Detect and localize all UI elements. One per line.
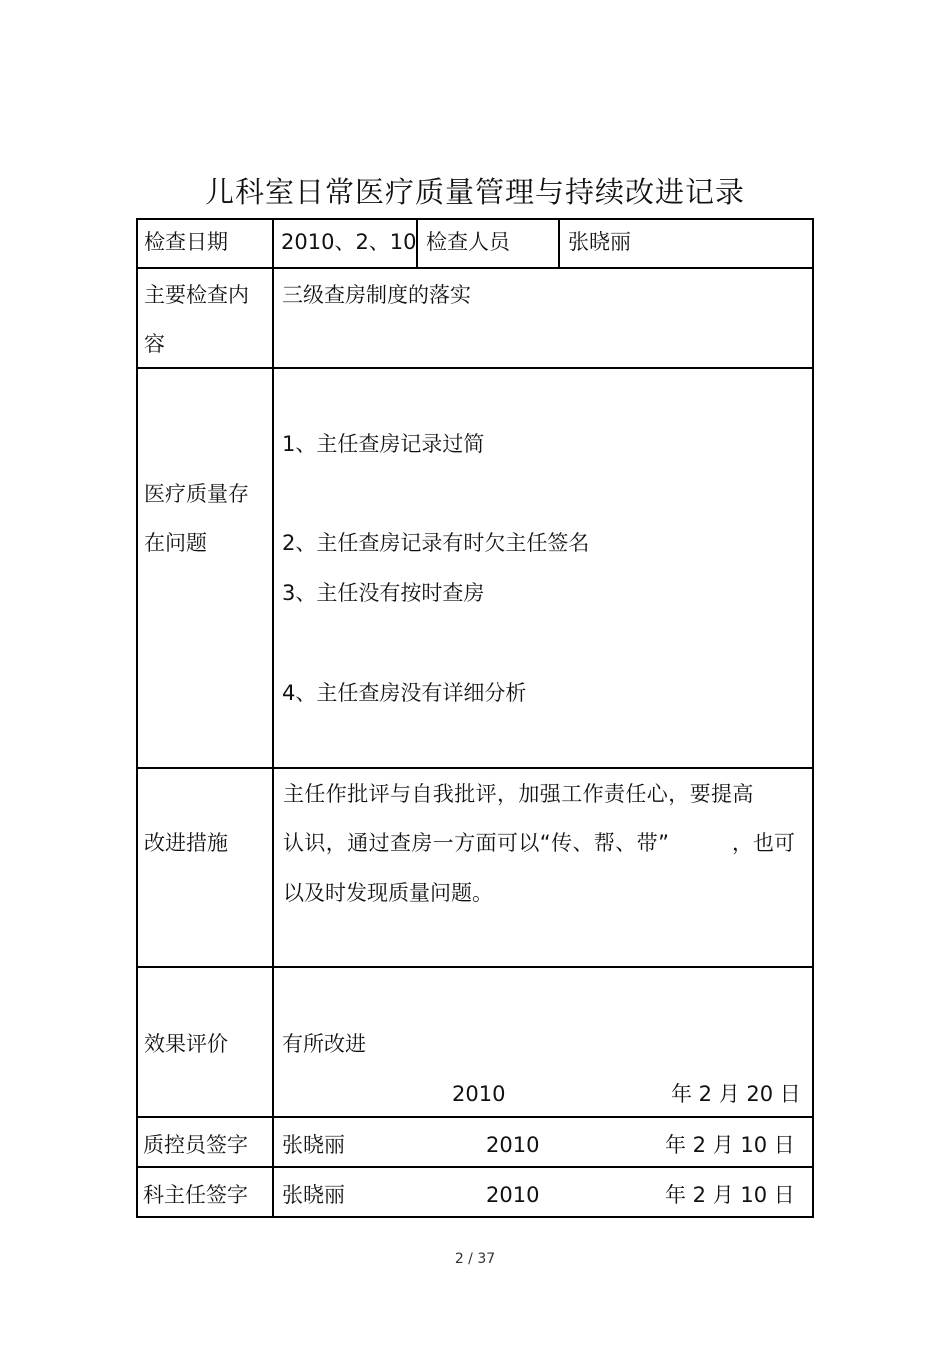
problem-item: 3、主任没有按时查房 <box>282 581 485 605</box>
row-divider <box>136 767 814 769</box>
effect-date-rest: 年 2 月 20 日 <box>671 1082 801 1106</box>
problem-item: 2、主任查房记录有时欠主任签名 <box>282 531 590 555</box>
qc-signature-date-year: 2010 <box>486 1133 540 1157</box>
row-divider <box>136 966 814 968</box>
problems-label-line2: 在问题 <box>144 531 207 555</box>
document-title: 儿科室日常医疗质量管理与持续改进记录 <box>204 175 745 209</box>
effect-value: 有所改进 <box>282 1032 366 1056</box>
qc-signature-date-rest: 年 2 月 10 日 <box>665 1133 795 1157</box>
row-divider <box>136 1116 814 1118</box>
improvement-line2a: 认识，通过查房一方面可以“传、帮、带” <box>283 831 670 855</box>
improvement-line2b: ，也可 <box>732 831 795 855</box>
inspector-value: 张晓丽 <box>568 230 631 254</box>
column-divider <box>558 218 560 268</box>
problem-item: 4、主任查房没有详细分析 <box>282 681 527 705</box>
director-signature-date-rest: 年 2 月 10 日 <box>665 1183 795 1207</box>
row-divider <box>136 367 814 369</box>
improvement-line3: 以及时发现质量问题。 <box>283 881 493 905</box>
problem-item: 1、主任查房记录过简 <box>282 432 485 456</box>
table-border-top <box>136 218 814 220</box>
director-signature-name: 张晓丽 <box>282 1183 345 1207</box>
table-border-bottom <box>136 1216 814 1218</box>
main-content-label-line2: 容 <box>144 332 165 356</box>
page-number: 2 / 37 <box>454 1251 496 1267</box>
improvement-line1: 主任作批评与自我批评，加强工作责任心，要提高 <box>283 782 754 806</box>
main-content-label-line1: 主要检查内 <box>144 283 249 307</box>
row-divider <box>136 267 814 269</box>
inspector-label: 检查人员 <box>426 230 510 254</box>
qc-signature-name: 张晓丽 <box>282 1133 345 1157</box>
director-signature-label: 科主任签字 <box>143 1183 248 1207</box>
improvement-label: 改进措施 <box>144 831 228 855</box>
main-content-value: 三级查房制度的落实 <box>282 283 471 307</box>
table-border-right <box>812 218 814 1218</box>
effect-date-year: 2010 <box>452 1082 506 1106</box>
row-divider <box>136 1166 814 1168</box>
director-signature-date-year: 2010 <box>486 1183 540 1207</box>
check-date-label: 检查日期 <box>144 230 228 254</box>
check-date-value: 2010、2、10 <box>281 230 417 254</box>
column-divider <box>272 218 274 1218</box>
qc-signature-label: 质控员签字 <box>143 1133 248 1157</box>
table-border-left <box>136 218 138 1218</box>
effect-label: 效果评价 <box>144 1032 228 1056</box>
problems-label-line1: 医疗质量存 <box>144 482 249 506</box>
